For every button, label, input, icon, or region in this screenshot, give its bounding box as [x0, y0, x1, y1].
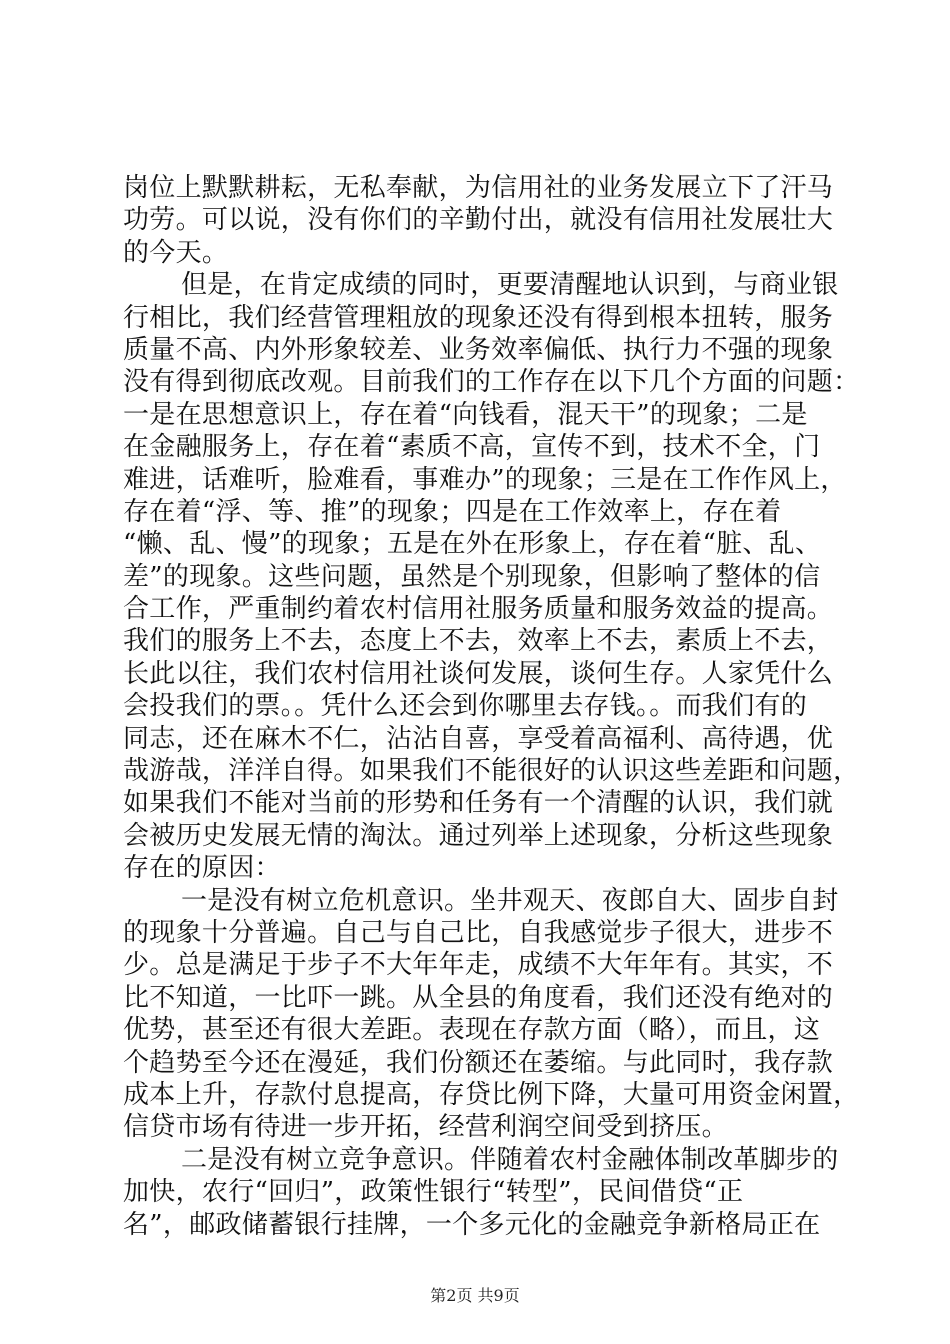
text-line: 会投我们的票。。凭什么还会到你哪里去存钱。。而我们有的	[123, 691, 808, 722]
text-line: 会被历史发展无情的淘汰。通过列举上述现象，分析这些现象	[123, 820, 834, 851]
text-line: 存在的原因：	[123, 853, 281, 884]
text-line: 优势，甚至还有很大差距。表现在存款方面（略），而且，这	[123, 1015, 821, 1046]
text-line: 功劳。可以说，没有你们的辛勤付出，就没有信用社发展壮大	[123, 205, 834, 236]
text-line: 名”，邮政储蓄银行挂牌，一个多元化的金融竞争新格局正在	[123, 1209, 821, 1240]
text-line: 的今天。	[123, 237, 229, 268]
text-line: 少。总是满足于步子不大年年走，成绩不大年年有。其实，不	[123, 950, 834, 981]
text-line: 在金融服务上，存在着“素质不高，宣传不到，技术不全，门	[123, 432, 821, 463]
paragraph-start-line: 二是没有树立竞争意识。伴随着农村金融体制改革脚步的	[181, 1144, 839, 1175]
paragraph-start-line: 一是没有树立危机意识。坐井观天、夜郎自大、固步自封	[181, 885, 839, 916]
text-line: “懒、乱、慢”的现象；五是在外在形象上，存在着“脏、乱、	[123, 529, 822, 560]
document-body	[123, 172, 860, 1241]
paragraph-start-line: 但是，在肯定成绩的同时，更要清醒地认识到，与商业银	[181, 270, 839, 301]
text-line: 的现象十分普遍。自己与自己比，自我感觉步子很大，进步不	[123, 917, 834, 948]
text-line: 差”的现象。这些问题，虽然是个别现象，但影响了整体的信	[123, 561, 821, 592]
text-line: 难进，话难听，脸难看，事难办”的现象；三是在工作作风上，	[123, 464, 847, 495]
text-line: 哉游哉，洋洋自得。如果我们不能很好的认识这些差距和问题，	[123, 756, 860, 787]
text-line: 成本上升，存款付息提高，存贷比例下降，大量可用资金闲置，	[123, 1079, 860, 1110]
text-line: 比不知道，一比吓一跳。从全县的角度看，我们还没有绝对的	[123, 982, 834, 1013]
text-line: 没有得到彻底改观。目前我们的工作存在以下几个方面的问题：	[123, 367, 860, 398]
text-line: 合工作，严重制约着农村信用社服务质量和服务效益的提高。	[123, 594, 834, 625]
text-line: 信贷市场有待进一步开拓，经营利润空间受到挤压。	[123, 1112, 728, 1143]
text-line: 加快，农行“回归”，政策性银行“转型”，民间借贷“正	[123, 1177, 744, 1208]
text-line: 质量不高、内外形象较差、业务效率偏低、执行力不强的现象	[123, 334, 834, 365]
text-line: 一是在思想意识上，存在着“向钱看，混天干”的现象；二是	[123, 399, 808, 430]
text-line: 长此以往，我们农村信用社谈何发展，谈何生存。人家凭什么	[123, 658, 834, 689]
page-number-footer: 第2页 共9页	[430, 1286, 520, 1305]
text-line: 我们的服务上不去，态度上不去，效率上不去，素质上不去，	[123, 626, 834, 657]
text-line: 存在着“浮、等、推”的现象；四是在工作效率上，存在着	[123, 496, 782, 527]
text-line: 个趋势至今还在漫延，我们份额还在萎缩。与此同时，我存款	[123, 1047, 834, 1078]
text-line: 行相比，我们经营管理粗放的现象还没有得到根本扭转，服务	[123, 302, 834, 333]
text-line: 同志，还在麻木不仁，沾沾自喜，享受着高福利、高待遇，优	[123, 723, 834, 754]
text-line: 岗位上默默耕耘，无私奉献，为信用社的业务发展立下了汗马	[123, 173, 834, 203]
text-line: 如果我们不能对当前的形势和任务有一个清醒的认识，我们就	[123, 788, 834, 819]
